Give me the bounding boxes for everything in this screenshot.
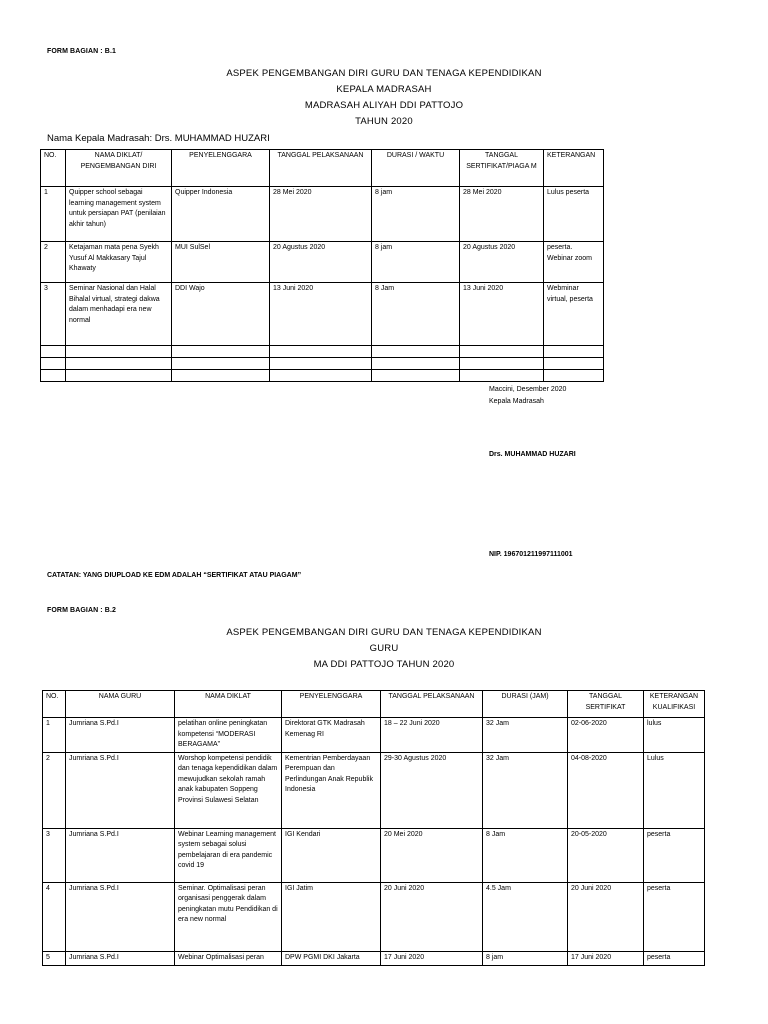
cell: 17 Juni 2020 bbox=[381, 951, 483, 965]
col-header-nama-diklat: NAMA DIKLAT/ PENGEMBANGAN DIRI bbox=[66, 150, 172, 187]
cell: Jumriana S.Pd.I bbox=[66, 718, 175, 753]
cell: 13 Juni 2020 bbox=[460, 283, 544, 346]
cell bbox=[460, 358, 544, 370]
cell: Ketajaman mata pena Syekh Yusuf Al Makkasary Tajul Khawaty bbox=[66, 242, 172, 283]
cell: 20-05-2020 bbox=[568, 828, 644, 882]
cell bbox=[66, 346, 172, 358]
col-header-no: NO. bbox=[43, 691, 66, 718]
form-b2-label: FORM BAGIAN : B.2 bbox=[47, 607, 116, 614]
col-header-keterangan: KETERANGAN bbox=[544, 150, 604, 187]
table-row bbox=[43, 828, 705, 882]
cell: IGI Kendari bbox=[282, 828, 381, 882]
form-b1-label: FORM BAGIAN : B.1 bbox=[47, 48, 116, 55]
cell: MUI SulSel bbox=[172, 242, 270, 283]
cell: 02-06-2020 bbox=[568, 718, 644, 753]
cell: IGI Jatim bbox=[282, 882, 381, 951]
table-row bbox=[41, 242, 604, 283]
cell: 04-08-2020 bbox=[568, 752, 644, 828]
cell bbox=[544, 358, 604, 370]
cell bbox=[41, 358, 66, 370]
col-header-durasi: DURASI / WAKTU bbox=[372, 150, 460, 187]
signature-place-date: Maccini, Desember 2020 bbox=[489, 386, 567, 393]
col-header-penyelenggara: PENYELENGGARA bbox=[282, 691, 381, 718]
cell bbox=[460, 346, 544, 358]
table-row bbox=[43, 752, 705, 828]
cell: 8 Jam bbox=[483, 828, 568, 882]
cell: 5 bbox=[43, 951, 66, 965]
table-row-empty bbox=[41, 358, 604, 370]
cell: Lulus bbox=[644, 752, 705, 828]
col-header-penyelenggara: PENYELENGGARA bbox=[172, 150, 270, 187]
col-header-nama-diklat: NAMA DIKLAT bbox=[175, 691, 282, 718]
table-row bbox=[41, 187, 604, 242]
cell: Webinar Learning management system sebagai solusi pembelajaran di era pandemic covid 19 bbox=[175, 828, 282, 882]
cell bbox=[544, 370, 604, 382]
cell: 2 bbox=[43, 752, 66, 828]
cell: peserta bbox=[644, 828, 705, 882]
cell bbox=[172, 358, 270, 370]
cell: 20 Juni 2020 bbox=[381, 882, 483, 951]
cell: Seminar Nasional dan Halal Bihalal virtual, strategi dakwa dalam menhadapi era new normal bbox=[66, 283, 172, 346]
cell: 28 Mei 2020 bbox=[270, 187, 372, 242]
cell bbox=[372, 370, 460, 382]
cell: Jumriana S.Pd.I bbox=[66, 951, 175, 965]
cell: peserta bbox=[644, 882, 705, 951]
col-header-tanggal-pelaksanaan: TANGGAL PELAKSANAAN bbox=[381, 691, 483, 718]
cell: 3 bbox=[43, 828, 66, 882]
cell: Kementrian Pemberdayaan Perempuan dan Perlindungan Anak Republik Indonesia bbox=[282, 752, 381, 828]
cell: 17 Juni 2020 bbox=[568, 951, 644, 965]
cell bbox=[270, 370, 372, 382]
cell: peserta. Webinar zoom bbox=[544, 242, 604, 283]
cell: 8 jam bbox=[483, 951, 568, 965]
col-header-tanggal-sertifikat: TANGGAL SERTIFIKAT/PIAGA M bbox=[460, 150, 544, 187]
cell bbox=[172, 370, 270, 382]
cell bbox=[66, 370, 172, 382]
cell: 32 Jam bbox=[483, 718, 568, 753]
cell: 20 Mei 2020 bbox=[381, 828, 483, 882]
cell: Jumriana S.Pd.I bbox=[66, 752, 175, 828]
form-b2-title-line-3: MA DDI PATTOJO TAHUN 2020 bbox=[313, 659, 455, 670]
form-b1-head-name: Nama Kepala Madrasah: Drs. MUHAMMAD HUZARI bbox=[47, 133, 270, 144]
table-row bbox=[43, 718, 705, 753]
form-b1-header-row bbox=[41, 150, 604, 187]
cell: Direktorat GTK Madrasah Kemenag RI bbox=[282, 718, 381, 753]
form-b2-title-line-1: ASPEK PENGEMBANGAN DIRI GURU DAN TENAGA KEPENDIDIKAN bbox=[226, 627, 542, 638]
cell bbox=[41, 370, 66, 382]
cell: 8 jam bbox=[372, 187, 460, 242]
table-row bbox=[43, 951, 705, 965]
cell: Jumriana S.Pd.I bbox=[66, 882, 175, 951]
form-b2-header-row bbox=[43, 691, 705, 718]
cell: lulus bbox=[644, 718, 705, 753]
form-b2-table bbox=[42, 690, 705, 966]
cell bbox=[172, 346, 270, 358]
col-header-keterangan: KETERANGAN KUALIFIKASI bbox=[644, 691, 705, 718]
cell: pelatihan online peningkatan kompetensi “MODERASI BERAGAMA” bbox=[175, 718, 282, 753]
cell: 4.5 Jam bbox=[483, 882, 568, 951]
form-b1-title-line-1: ASPEK PENGEMBANGAN DIRI GURU DAN TENAGA KEPENDIDIKAN bbox=[226, 68, 542, 79]
cell: peserta bbox=[644, 951, 705, 965]
cell: DPW PGMI DKI Jakarta bbox=[282, 951, 381, 965]
cell bbox=[41, 346, 66, 358]
cell: 3 bbox=[41, 283, 66, 346]
cell: Seminar. Optimalisasi peran organisasi penggerak dalam peningkatan mutu Pendidikan di era new normal bbox=[175, 882, 282, 951]
cell: DDI Wajo bbox=[172, 283, 270, 346]
cell: Jumriana S.Pd.I bbox=[66, 828, 175, 882]
cell: 32 Jam bbox=[483, 752, 568, 828]
form-b1-table bbox=[40, 149, 604, 382]
cell: 28 Mei 2020 bbox=[460, 187, 544, 242]
signature-name: Drs. MUHAMMAD HUZARI bbox=[489, 451, 576, 458]
table-row-empty bbox=[41, 346, 604, 358]
cell bbox=[66, 358, 172, 370]
form-b1-title-line-2: KEPALA MADRASAH bbox=[336, 84, 432, 95]
cell: Worshop kompetensi pendidik dan tenaga kependidikan dalam mewujudkan sekolah ramah anak kabupaten Soppeng Provinsi Sulawesi Selatan bbox=[175, 752, 282, 828]
col-header-tanggal-sertifikat: TANGGAL SERTIFIKAT bbox=[568, 691, 644, 718]
table-row bbox=[41, 283, 604, 346]
table-row-empty bbox=[41, 370, 604, 382]
cell bbox=[372, 346, 460, 358]
cell: 29-30 Agustus 2020 bbox=[381, 752, 483, 828]
cell: 20 Agustus 2020 bbox=[460, 242, 544, 283]
signature-nip: NIP. 196701211997111001 bbox=[489, 551, 573, 558]
upload-note: CATATAN: YANG DIUPLOAD KE EDM ADALAH “SERTIFIKAT ATAU PIAGAM” bbox=[47, 572, 302, 579]
cell: Quipper Indonesia bbox=[172, 187, 270, 242]
col-header-nama-guru: NAMA GURU bbox=[66, 691, 175, 718]
cell: Lulus peserta bbox=[544, 187, 604, 242]
col-header-durasi: DURASI (JAM) bbox=[483, 691, 568, 718]
cell: 8 jam bbox=[372, 242, 460, 283]
cell: 2 bbox=[41, 242, 66, 283]
form-b2-title-line-2: GURU bbox=[369, 643, 399, 654]
cell: 20 Juni 2020 bbox=[568, 882, 644, 951]
cell: 8 Jam bbox=[372, 283, 460, 346]
col-header-tanggal-pelaksanaan: TANGGAL PELAKSANAAN bbox=[270, 150, 372, 187]
cell bbox=[460, 370, 544, 382]
form-b1-title-line-4: TAHUN 2020 bbox=[355, 116, 413, 127]
form-b1-title-line-3: MADRASAH ALIYAH DDI PATTOJO bbox=[304, 100, 464, 111]
table-row bbox=[43, 882, 705, 951]
cell bbox=[270, 346, 372, 358]
cell bbox=[544, 346, 604, 358]
cell: Webinar Optimalisasi peran bbox=[175, 951, 282, 965]
cell bbox=[372, 358, 460, 370]
cell: 1 bbox=[41, 187, 66, 242]
signature-role: Kepala Madrasah bbox=[489, 398, 544, 405]
cell: 4 bbox=[43, 882, 66, 951]
cell: 13 Juni 2020 bbox=[270, 283, 372, 346]
cell: 18 – 22 Juni 2020 bbox=[381, 718, 483, 753]
cell bbox=[270, 358, 372, 370]
cell: 20 Agustus 2020 bbox=[270, 242, 372, 283]
col-header-no: NO. bbox=[41, 150, 66, 187]
cell: 1 bbox=[43, 718, 66, 753]
cell: Webminar virtual, peserta bbox=[544, 283, 604, 346]
cell: Quipper school sebagai learning management system untuk persiapan PAT (penilaian akhir tahun) bbox=[66, 187, 172, 242]
